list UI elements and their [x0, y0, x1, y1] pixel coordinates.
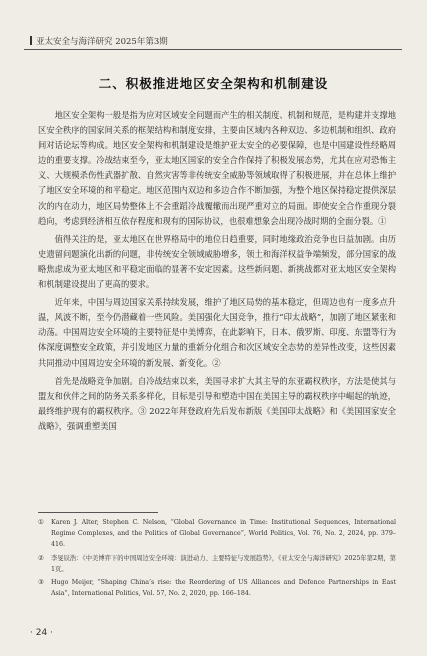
paragraph: 首先是战略竞争加剧。自冷战结束以来，美国寻求扩大其主导的东亚霸权秩序，方法是使其与盟友和伙伴之间的防务关系多样化，目标是引导和塑造中国在美国主导的霸权秩序中崛起的轨迹，最终维护现有的霸权秩序。③ 2022年拜登政府先后发布新版《美国印太战略》和《美国国家安全战略》，强调重塑美国 — [38, 375, 396, 431]
footnote-text: Hugo Meijer, “Shaping China’s rise: the Reordering of US Alliances and Defence Partnerships in East Asia”, International Politics, Vol. 57, No. 2, 2020, pp. 166–184. — [51, 579, 396, 598]
header-rule — [24, 49, 402, 50]
footnote-number: ③ — [38, 579, 44, 587]
footnote-number: ② — [38, 554, 44, 562]
running-head-marker — [30, 36, 32, 45]
page-number: · 24 · — [30, 628, 53, 638]
paragraph: 地区安全架构一般是指为应对区域安全问题而产生的相关制度、机制和规范，是构建并支撑地区安全秩序的国家间关系的框架结构和制度安排，主要由区域内各种双边、多边机制和组织、政府间对话论坛等构成。地区安全架构和机制建设是维护亚太安全的必要保障，也是中国建设性经略周边的重要支撑。冷战结束至今，亚太地区国家的安全合作保持了积极发展态势，尤其在应对恐怖主义、大规模杀伤性武器扩散、自然灾害等非传统安全威胁等领域取得了积极进展，并在总体上维护了地区安全环境的和平稳定。地区范围内双边和多边合作不断加强，为整个地区保持稳定提供深层次的内在动力，地区局势整体上不会重蹈冷战覆辙而出现严重对立的局面。即使安全合作重现分裂趋向，考虑到经济相互依存程度和现有的国际协议，也很难想象会出现冷战时期的全面分裂。① — [38, 110, 396, 226]
body-text — [38, 108, 396, 437]
footnotes — [38, 517, 396, 601]
paragraph: 值得关注的是，亚太地区在世界格局中的地位日趋重要，同时地缘政治竞争也日益加剧。由历史遗留问题演化出新的问题，非传统安全领域威胁增多，领土和海洋权益争端频发，部分国家的战略焦虑成为亚太地区和平稳定面临的显著不安定因素。这些新问题、新挑战都对亚太地区安全架构和机制建设提出了更高的要求。 — [38, 233, 396, 290]
footnote-text: Karen J. Alter, Stephen C. Nelson, “Global Governance in Time: Institutional Sequences, International Regime Complexes, and the Politics of Global Governance”, World Politics, Vol. 76, No. 2, 2024, pp. 379–416. — [51, 519, 396, 549]
running-head-text: 亚太安全与海洋研究 2025年第3期 — [36, 37, 168, 47]
footnote — [38, 577, 396, 599]
footnote — [38, 517, 396, 551]
section-title: 二、积极推进地区安全架构和机制建设 — [98, 76, 329, 91]
footnote — [38, 553, 396, 575]
running-head — [30, 35, 400, 47]
footnote-number: ① — [38, 519, 44, 526]
footnote-text: 李旻辰浩：《中美博弈下的中国周边安全环境：演进动力、主要特征与发展趋势》，《亚太安全与海洋研究》2025年第2期，第1页。 — [51, 554, 396, 573]
footnote-rule — [38, 512, 158, 513]
paragraph: 近年来，中国与周边国家关系持续发展，维护了地区局势的基本稳定，但周边也有一度多点升温，风波不断，至今仍潜藏着一些风险。美国强化大国竞争，推行“印太战略”，加剧了地区紧张和动荡。中国周边安全环境的主要特征是中美博弈，在此影响下，日本、俄罗斯、印度、东盟等行为体深度调整安全政策，并引发地区力量的重新分化组合和次区域安全态势的差异性改变，这些因素共同推动中国周边安全环境的新发展、新变化。② — [38, 297, 396, 368]
